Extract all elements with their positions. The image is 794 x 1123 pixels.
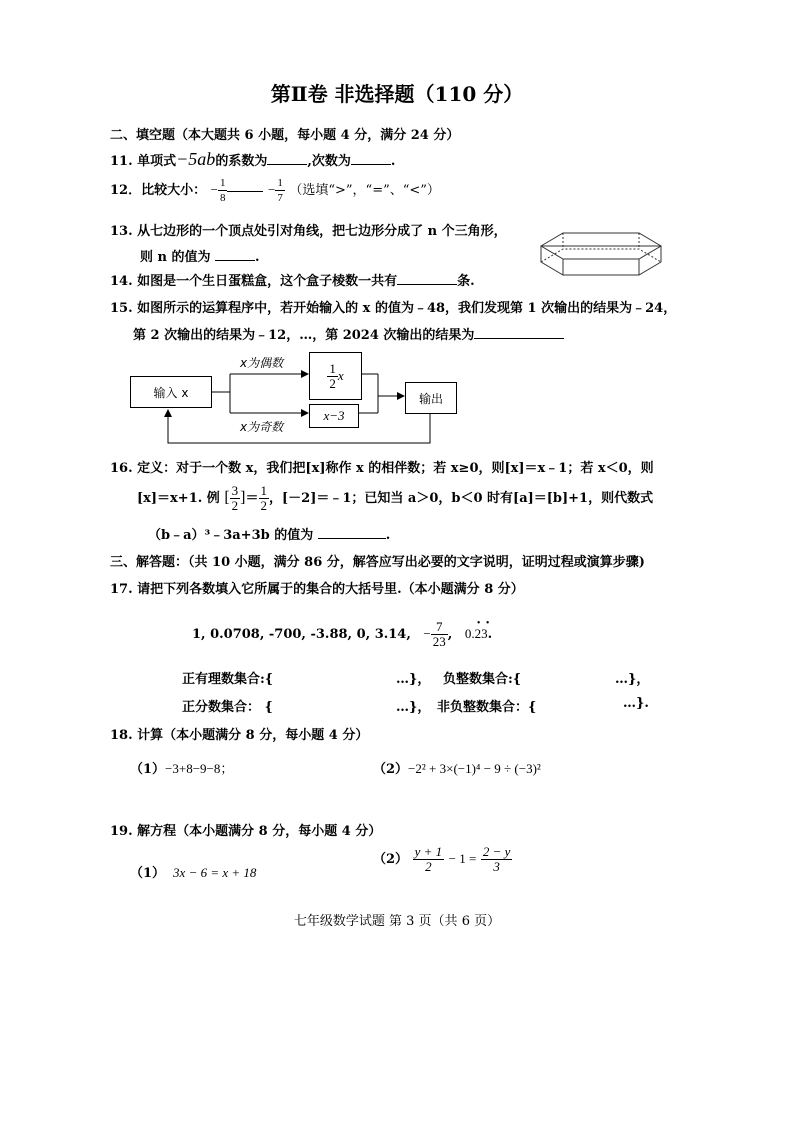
page-footer: 七年级数学试题 第 3 页（共 6 页） xyxy=(293,914,501,929)
q17-number-list: 1, 0.0708, -700, -3.88, 0, 3.14, − $\frac{7}{23}$ , 0.23 • • . xyxy=(192,618,493,649)
q11-prefix: 11. 单项式 xyxy=(110,154,177,169)
set-positive-fraction: 正分数集合： { xyxy=(182,700,273,715)
q16-condition: ，[－2]＝﹣1；已知当 a＞0，b＜0 时有[a]＝[b]+1，则代数式 xyxy=(269,491,654,506)
q13-answer-blank[interactable] xyxy=(215,259,255,261)
q19-mid: − 1 = xyxy=(448,851,477,866)
q11-label-coef: 的系数为 xyxy=(215,154,268,169)
set-nonnegative-integer-end: …}. xyxy=(623,696,649,711)
flow-output-box: 输出 xyxy=(405,382,457,414)
q19-part2: （2） $\frac{y + 1}{2}$ − 1 = $\frac{2 - y}{3}$ xyxy=(373,844,511,874)
set-nonnegative-integer: 非负整数集合：{ xyxy=(437,700,537,715)
question-16-line3: （b﹣a）³﹣3a+3b 的值为 . xyxy=(148,528,391,543)
q19-part1: （1） 3x − 6 = x + 18 xyxy=(130,865,257,881)
question-15-line2 xyxy=(133,324,564,343)
q11-degree-blank[interactable] xyxy=(351,163,391,165)
q18-part2: （2）−2² + 3×(−1)⁴ − 9 ÷ (−3)² xyxy=(373,761,541,777)
question-13-line1: 13. 从七边形的一个顶点处引对角线，把七边形分成了 n 个三角形， xyxy=(110,224,507,239)
q16-fraction-1: $\frac{3}{2}$ xyxy=(231,483,239,513)
flow-even-label: x为偶数 xyxy=(240,356,284,370)
flow-input-box: 输入 x xyxy=(130,376,212,408)
set-positive-rational: 正有理数集合:{ xyxy=(182,672,274,687)
q19-equation-1: 3x − 6 = x + 18 xyxy=(173,865,257,880)
q19-fraction-2: $\frac{2 - y}{3}$ xyxy=(482,844,511,874)
q16-example-label: [x]＝x+1. 例 xyxy=(137,491,220,506)
set-positive-fraction-end: …}， xyxy=(396,700,431,715)
question-16-line1: 16. 定义：对于一个数 x，我们把[x]称作 x 的相伴数；若 x≥0，则[x]＝x﹣1；若 x＜0，则 xyxy=(110,461,654,476)
q18-part1: （1）−3+8−9−8； xyxy=(130,761,234,777)
flow-minus3-box: x−3 xyxy=(309,404,359,428)
q17-repeating-decimal: 0.23 • • xyxy=(464,618,490,641)
q12-fraction-2: $\frac{1}{7}$ xyxy=(277,177,283,204)
set-negative-integer-end: …}， xyxy=(615,672,650,687)
question-13-line2: 则 n 的值为 . xyxy=(140,250,260,265)
section-solve-heading: 三、解答题：（共 10 小题，满分 86 分，解答应写出必要的文字说明，证明过程或演算步骤) xyxy=(110,555,645,570)
cake-box-figure xyxy=(536,228,666,282)
flow-odd-label: x为奇数 xyxy=(240,420,284,434)
q15-label: 第 2 次输出的结果为﹣12，…，第 2024 次输出的结果为 xyxy=(133,328,475,343)
q16-fraction-2: $\frac{1}{2}$ xyxy=(260,483,267,513)
question-19: 19. 解方程（本小题满分 8 分，每小题 4 分） xyxy=(110,824,382,839)
q14-answer-blank[interactable] xyxy=(397,283,457,285)
q16-answer-blank[interactable] xyxy=(318,537,386,539)
q13-label: 则 n 的值为 xyxy=(140,250,211,265)
q18-expression-2: −2² + 3×(−1)⁴ − 9 ÷ (−3)² xyxy=(408,761,541,776)
question-14: 14. 如图是一个生日蛋糕盒，这个盒子棱数一共有 条. xyxy=(110,274,475,289)
q14-text: 14. 如图是一个生日蛋糕盒，这个盒子棱数一共有 xyxy=(110,274,398,289)
q18-expression-1: −3+8−9−8； xyxy=(165,761,234,776)
question-11 xyxy=(110,149,395,170)
question-18: 18. 计算（本小题满分 8 分，每小题 4 分） xyxy=(110,728,369,743)
q11-expression: −5ab xyxy=(176,149,216,169)
section-fill-blank-heading: 二、填空题（本大题共 6 小题，每小题 4 分，满分 24 分） xyxy=(110,128,460,143)
q17-fraction: $\frac{7}{23}$ xyxy=(432,619,446,649)
q15-answer-blank[interactable] xyxy=(474,337,564,339)
q12-compare-blank[interactable] xyxy=(227,190,263,192)
set-negative-integer: 负整数集合:{ xyxy=(443,672,522,687)
q11-label-degree: ,次数为 xyxy=(307,154,351,169)
set-positive-rational-end: …}， xyxy=(396,672,431,687)
question-16-line2: [x]＝x+1. 例 [ $\frac{3}{2}$ ]＝ $\frac{1}{2}$ ，[－2]＝﹣1；已知当 a＞0，b＜0 时有[a]＝[b]+1，则代数式 xyxy=(137,483,654,513)
q11-coefficient-blank[interactable] xyxy=(267,163,307,165)
q12-note: （选填“>”，“=”、“<”） xyxy=(289,183,440,198)
q17-numbers: 1, 0.0708, -700, -3.88, 0, 3.14, xyxy=(192,627,411,642)
q19-fraction-1: $\frac{y + 1}{2}$ xyxy=(414,844,443,874)
flow-half-box: $\frac{1}{2}$ x xyxy=(309,352,362,400)
question-17: 17. 请把下列各数填入它所属于的集合的大括号里.（本小题满分 8 分） xyxy=(110,582,524,597)
q16-expression-label: （b﹣a）³﹣3a+3b 的值为 xyxy=(148,528,314,543)
q12-fraction-1: $\frac{1}{8}$ xyxy=(219,177,226,204)
q12-prefix: 12．比较大小： xyxy=(110,183,207,198)
q11-end: . xyxy=(390,154,396,169)
question-12: 12．比较大小： − $\frac{1}{8}$ − $\frac{1}{7}$ （选填“>”，“=”、“<”） xyxy=(110,177,440,204)
question-15-line1: 15. 如图所示的运算程序中，若开始输入的 x 的值为﹣48，我们发现第 1 次输出的结果为﹣24， xyxy=(110,301,677,316)
page-title: 第Ⅱ卷 非选择题（110 分） xyxy=(270,82,524,106)
